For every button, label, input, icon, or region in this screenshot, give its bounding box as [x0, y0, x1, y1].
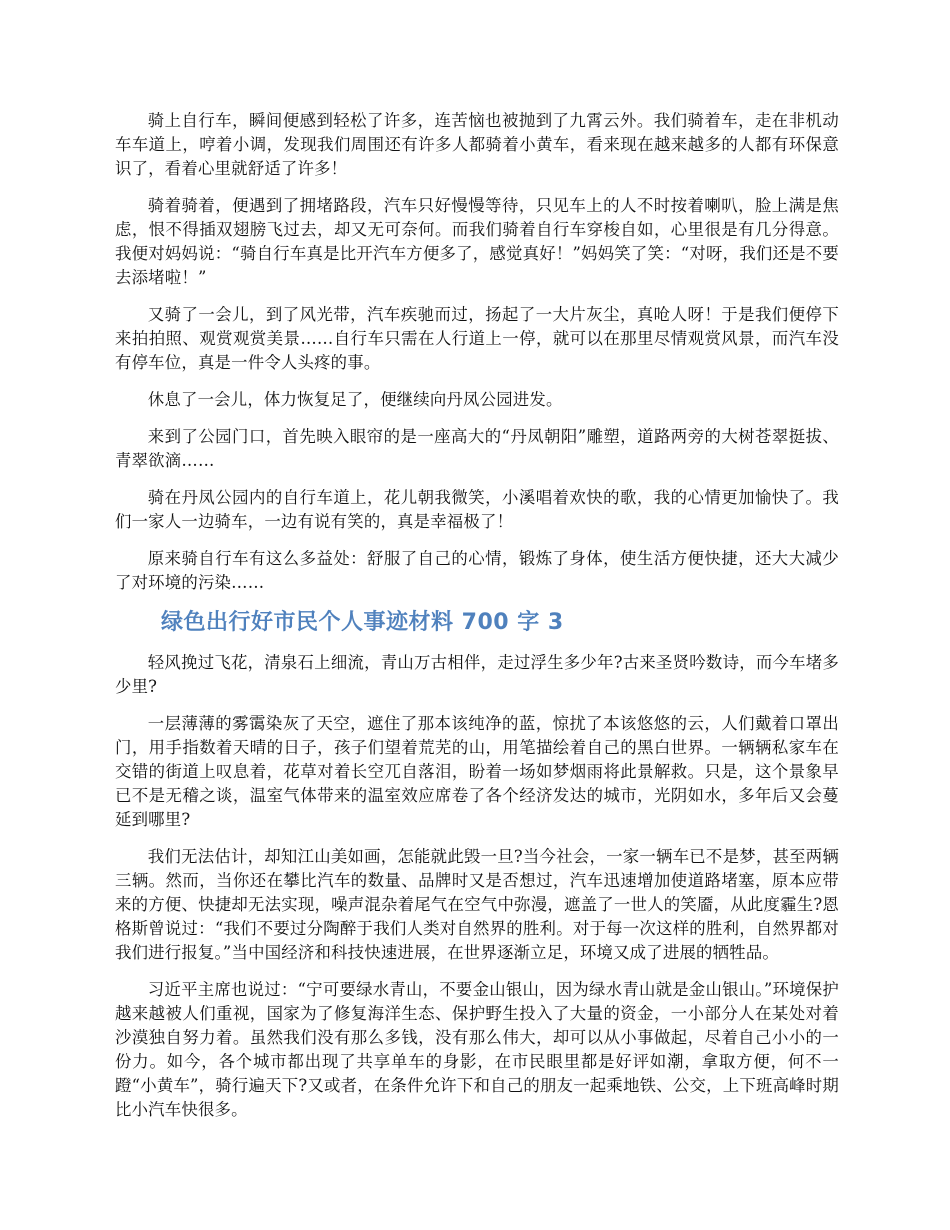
- paragraph-3: 又骑了一会儿，到了风光带，汽车疾驰而过，扬起了一大片灰尘，真呛人呀！于是我们便停下来拍拍照、观赏观赏美景……自行车只需在人行道上一停，就可以在那里尽情观赏风景，而汽车没有停车位，真是一件令人头疼的事。: [115, 305, 839, 372]
- paragraph-5: 来到了公园门口，首先映入眼帘的是一座高大的“丹凤朝阳”雕塑，道路两旁的大树苍翠挺拔、青翠欲滴……: [115, 427, 839, 470]
- paragraph-10: 我们无法估计，却知江山美如画，怎能就此毁一旦?当今社会，一家一辆车已不是梦，甚至两辆三辆。然而，当你还在攀比汽车的数量、品牌时又是否想过，汽车迅速增加使道路堵塞，原本应带来的方便、快捷却无法实现，噪声混杂着尾气在空气中弥漫，遮盖了一世人的笑靥，从此度霾生?恩格斯曾说过：“我们不要过分陶醉于我们人类对自然界的胜利。对于每一次这样的胜利，自然界都对我们进行报复。”当中国经济和科技快速进展，在世界逐渐立足，环境又成了进展的牺牲品。: [115, 847, 839, 962]
- paragraph-2: 骑着骑着，便遇到了拥堵路段，汽车只好慢慢等待，只见车上的人不时按着喇叭，脸上满是焦虑，恨不得插双翅膀飞过去，却又无可奈何。而我们骑着自行车穿梭自如，心里很是有几分得意。我便对妈妈说：“骑自行车真是比开汽车方便多了，感觉真好！”妈妈笑了笑：“对呀，我们还是不要去添堵啦！”: [115, 196, 839, 287]
- paragraph-1: 骑上自行车，瞬间便感到轻松了许多，连苦恼也被抛到了九霄云外。我们骑着车，走在非机动车车道上，哼着小调，发现我们周围还有许多人都骑着小黄车，看来现在越来越多的人都有环保意识了，看着心里就舒适了许多！: [115, 111, 839, 178]
- section-heading: 绿色出行好市民个人事迹材料 700 字 3: [161, 610, 564, 635]
- document-page: [115, 109, 839, 1135]
- paragraph-9: 一层薄薄的雾霭染灰了天空，遮住了那本该纯净的蓝，惊扰了本该悠悠的云，人们戴着口罩出门，用手指数着天晴的日子，孩子们望着荒芜的山，用笔描绘着自己的黑白世界。一辆辆私家车在交错的街道上叹息着，花草对着长空兀自落泪，盼着一场如梦烟雨将此景解救。只是，这个景象早已不是无稽之谈，温室气体带来的温室效应席卷了各个经济发达的城市，光阴如水，多年后又会蔓延到哪里?: [115, 714, 839, 829]
- paragraph-8: 轻风挽过飞花，清泉石上细流，青山万古相伴，走过浮生多少年?古来圣贤吟数诗，而今车堵多少里?: [115, 653, 839, 696]
- paragraph-4: 休息了一会儿，体力恢复足了，便继续向丹凤公园进发。: [147, 390, 563, 409]
- paragraph-6: 骑在丹凤公园内的自行车道上，花儿朝我微笑，小溪唱着欢快的歌，我的心情更加愉快了。我们一家人一边骑车，一边有说有笑的，真是幸福极了！: [115, 488, 839, 531]
- paragraph-7: 原来骑自行车有这么多益处：舒服了自己的心情，锻炼了身体，使生活方便快捷，还大大减少了对环境的污染……: [115, 549, 839, 592]
- paragraph-11: 习近平主席也说过：“宁可要绿水青山，不要金山银山，因为绿水青山就是金山银山。”环境保护越来越被人们重视，国家为了修复海洋生态、保护野生投入了大量的资金，一小部分人在某处对着沙漠独自努力着。虽然我们没有那么多钱，没有那么伟大，却可以从小事做起，尽着自己小小的一份力。如今，各个城市都出现了共享单车的身影，在市民眼里都是好评如潮，拿取方便，何不一蹬“小黄车”，骑行遍天下?又或者，在条件允许下和自己的朋友一起乘地铁、公交，上下班高峰时期比小汽车快很多。: [115, 980, 839, 1119]
